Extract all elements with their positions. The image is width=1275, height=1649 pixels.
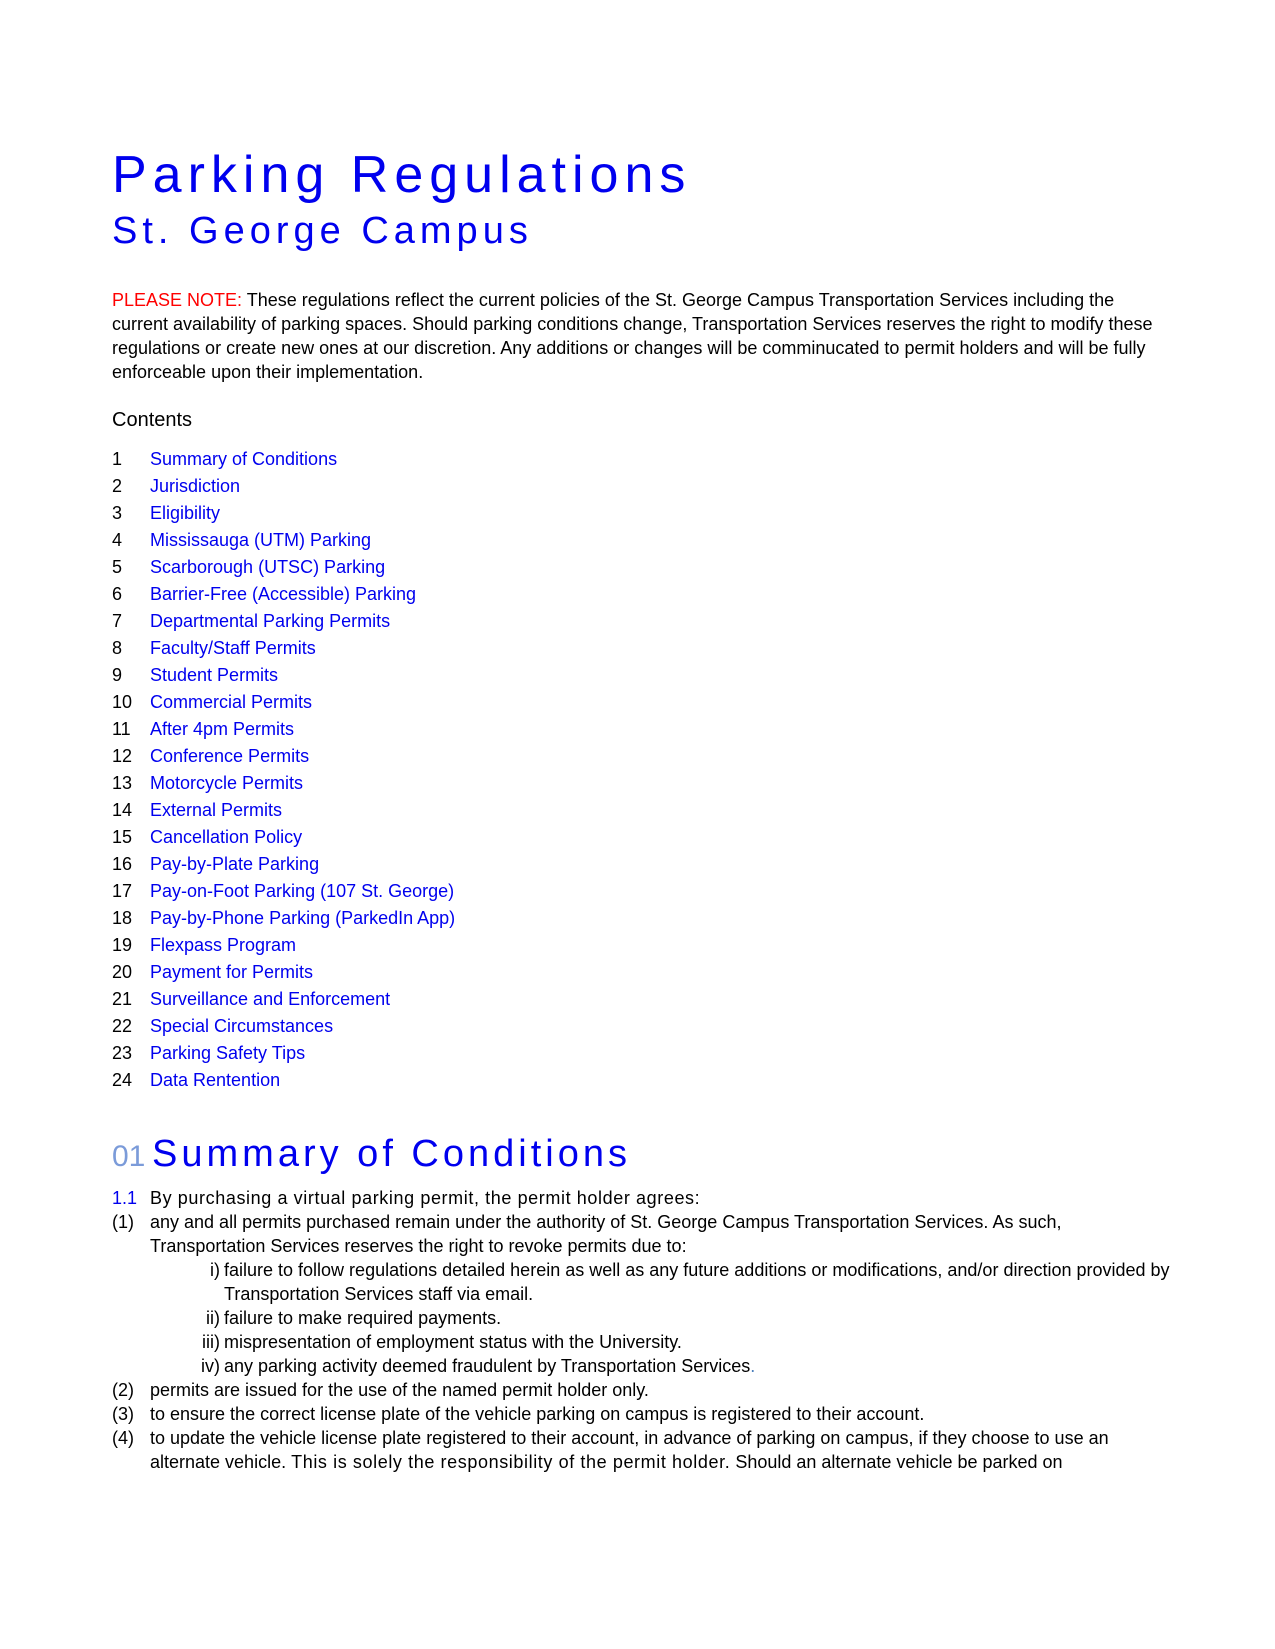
toc-item [112, 907, 455, 934]
sub-condition-item [112, 1330, 1172, 1354]
clause-row [112, 1186, 1172, 1210]
please-note-text: These regulations reflect the current policies of the St. George Campus Transportation Services including the current availability of parking spaces. Should parking conditions change, Transportation Services reserves the right to modify these regulations or create new ones at our discretion. Any additions or changes will be comminucated to permit holders and will be fully enforceable upon their implementation. [112, 290, 1153, 382]
toc-item [112, 961, 455, 988]
toc-link[interactable]: Mississauga (UTM) Parking [150, 530, 372, 550]
toc-number: 24 [112, 1070, 133, 1090]
toc-number: 7 [112, 611, 123, 631]
please-note-label: PLEASE NOTE: [112, 290, 243, 310]
toc-link[interactable]: Pay-by-Plate Parking [150, 854, 320, 874]
toc-link[interactable]: Departmental Parking Permits [150, 611, 391, 631]
toc-number: 12 [112, 746, 133, 766]
condition-text-wrap [112, 1426, 1172, 1474]
condition-item [112, 1210, 1172, 1258]
clause-text: By purchasing a virtual parking permit, the permit holder agrees: [150, 1188, 701, 1208]
condition-number: (1) [112, 1212, 134, 1232]
page-subtitle: St. George Campus [112, 210, 533, 252]
toc-item [112, 556, 455, 583]
condition-number: (3) [112, 1404, 134, 1424]
toc-item [112, 448, 455, 475]
sub-condition-number: iv) [201, 1356, 220, 1376]
toc-link[interactable]: Jurisdiction [150, 476, 241, 496]
condition-item [112, 1402, 1172, 1426]
toc-link[interactable]: Cancellation Policy [150, 827, 303, 847]
toc-number: 3 [112, 503, 123, 523]
sub-condition-end-period: . [750, 1356, 756, 1376]
toc-item [112, 637, 455, 664]
sub-condition-item [112, 1306, 1172, 1330]
toc-number: 6 [112, 584, 123, 604]
sub-condition-item [112, 1354, 1172, 1378]
toc-link[interactable]: Eligibility [150, 503, 221, 523]
table-of-contents [112, 448, 455, 1096]
sub-condition-text: mispresentation of employment status with the University. [224, 1332, 682, 1352]
condition-item [112, 1378, 1172, 1402]
toc-item [112, 1069, 455, 1096]
toc-number: 13 [112, 773, 133, 793]
section-number: 01 [112, 1140, 146, 1173]
toc-link[interactable]: Motorcycle Permits [150, 773, 304, 793]
toc-number: 15 [112, 827, 133, 847]
section-body [112, 1186, 1172, 1474]
toc-number: 19 [112, 935, 133, 955]
toc-number: 21 [112, 989, 133, 1009]
toc-link[interactable]: Pay-by-Phone Parking (ParkedIn App) [150, 908, 456, 928]
sub-condition-item [112, 1258, 1172, 1306]
toc-link[interactable]: Conference Permits [150, 746, 310, 766]
toc-number: 20 [112, 962, 133, 982]
toc-item [112, 799, 455, 826]
toc-number: 1 [112, 449, 123, 469]
page-title: Parking Regulations [112, 146, 692, 204]
toc-number: 5 [112, 557, 123, 577]
condition-number: (4) [112, 1428, 134, 1448]
toc-item [112, 880, 455, 907]
sub-condition-text: failure to follow regulations detailed herein as well as any future additions or modifications, and/or direction provided by Transportation Services staff via email. [224, 1260, 1170, 1304]
section-title: Summary of Conditions [152, 1133, 631, 1175]
condition-text-emphasis: This is solely the responsibility of the permit holder. [291, 1452, 731, 1472]
section-heading [112, 1130, 631, 1183]
condition-text: to update the vehicle license plate registered to their account, in advance of parking on campus, if they choose to use an alternate vehicle. [150, 1428, 1109, 1472]
toc-item [112, 934, 455, 961]
toc-item [112, 826, 455, 853]
toc-link[interactable]: Parking Safety Tips [150, 1043, 306, 1063]
toc-link[interactable]: Barrier-Free (Accessible) Parking [150, 584, 417, 604]
toc-link[interactable]: Data Rentention [150, 1070, 281, 1090]
clause-number: 1.1 [112, 1188, 138, 1208]
toc-number: 23 [112, 1043, 133, 1063]
contents-heading: Contents [112, 409, 193, 431]
toc-link[interactable]: Commercial Permits [150, 692, 313, 712]
toc-link[interactable]: Student Permits [150, 665, 279, 685]
toc-number: 4 [112, 530, 123, 550]
sub-condition-text-wrap [112, 1354, 1172, 1378]
sub-condition-number: i) [210, 1260, 220, 1280]
condition-text: permits are issued for the use of the named permit holder only. [150, 1380, 649, 1400]
sub-condition-text: any parking activity deemed fraudulent by Transportation Services [224, 1356, 751, 1376]
toc-link[interactable]: After 4pm Permits [150, 719, 295, 739]
sub-condition-number: ii) [206, 1308, 220, 1328]
toc-link[interactable]: Scarborough (UTSC) Parking [150, 557, 386, 577]
toc-item [112, 718, 455, 745]
toc-number: 8 [112, 638, 123, 658]
toc-link[interactable]: Pay-on-Foot Parking (107 St. George) [150, 881, 455, 901]
toc-number: 2 [112, 476, 123, 496]
toc-number: 10 [112, 692, 133, 712]
toc-number: 9 [112, 665, 123, 685]
toc-link[interactable]: Payment for Permits [150, 962, 314, 982]
toc-link[interactable]: Special Circumstances [150, 1016, 334, 1036]
toc-link[interactable]: External Permits [150, 800, 283, 820]
toc-item [112, 475, 455, 502]
toc-item [112, 853, 455, 880]
toc-link[interactable]: Summary of Conditions [150, 449, 338, 469]
toc-item [112, 1015, 455, 1042]
toc-number: 16 [112, 854, 133, 874]
please-note-paragraph [112, 288, 1162, 384]
toc-item [112, 988, 455, 1015]
toc-item [112, 691, 455, 718]
toc-item [112, 664, 455, 691]
toc-number: 17 [112, 881, 133, 901]
toc-number: 18 [112, 908, 133, 928]
condition-text: Should an alternate vehicle be parked on [735, 1452, 1063, 1472]
toc-item [112, 610, 455, 637]
sub-condition-text: failure to make required payments. [224, 1308, 502, 1328]
sub-condition-number: iii) [202, 1332, 220, 1352]
toc-link[interactable]: Faculty/Staff Permits [150, 638, 316, 658]
toc-item [112, 772, 455, 799]
toc-link[interactable]: Flexpass Program [150, 935, 297, 955]
toc-number: 14 [112, 800, 133, 820]
toc-item [112, 529, 455, 556]
toc-item [112, 583, 455, 610]
toc-item [112, 1042, 455, 1069]
toc-item [112, 745, 455, 772]
toc-item [112, 502, 455, 529]
toc-number: 11 [112, 719, 131, 739]
condition-number: (2) [112, 1380, 134, 1400]
condition-text: to ensure the correct license plate of the vehicle parking on campus is registered to their account. [150, 1404, 925, 1424]
condition-text: any and all permits purchased remain under the authority of St. George Campus Transportation Services. As such, Transportation Services reserves the right to revoke permits due to: [150, 1212, 1062, 1256]
toc-number: 22 [112, 1016, 133, 1036]
condition-item [112, 1426, 1172, 1474]
toc-link[interactable]: Surveillance and Enforcement [150, 989, 391, 1009]
